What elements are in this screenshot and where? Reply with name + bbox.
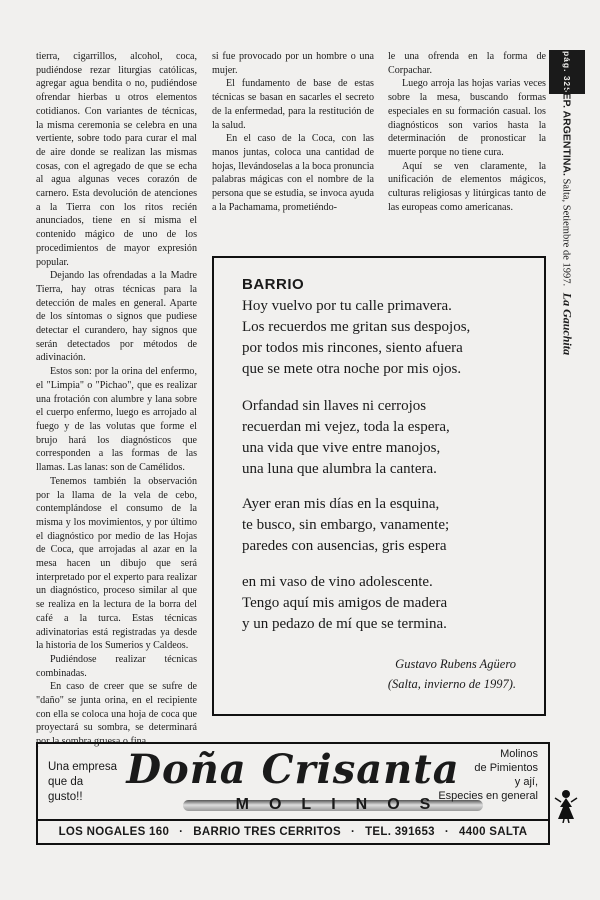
subbrand-text: MOLINOS [235, 796, 451, 813]
publication-info [560, 85, 575, 355]
poem-line: Los recuerdos me gritan sus despojos, [242, 319, 471, 335]
ad-brand-name: Doña Crisanta [126, 746, 460, 793]
paragraph: le una ofrenda en la forma de Corpachar. [388, 51, 546, 76]
paragraph: En caso de creer que se sufre de "daño" se junta orina, en el recipiente con ella se coloca una hoja de coca que proyectará su sombra, se determinará por la sombra gruesa o fina [36, 681, 197, 748]
product-line: y ají, [514, 776, 538, 788]
ad-city: 4400 SALTA [459, 826, 528, 838]
advertisement [36, 742, 550, 845]
separator: · [444, 826, 450, 838]
poem-stanza [242, 296, 470, 380]
paragraph: tierra, cigarrillos, alcohol, coca, pudiéndose rezar liturgias católicas, agregar agua bendita o no, pudiéndose ofrendar hierbas u otros elementos cotidianos. Con variantes de técnicas, la misma ceremonia se celebra en una vertiente, sobre todo para curar el mal de aire donde se realizan las mismas cosas, con el agregado de que se echa al agua algunas veces corazón de carnero. Esta devolución de atenciones a la Tierra con los ritos recién anunciados, tiene en sí misma el contenido mágico de uno de los procedimientos de mayor expresión popular. [36, 51, 197, 268]
poem-line: por todos mis rincones, siento afuera [242, 340, 463, 356]
page-number: pág. 325 [562, 50, 572, 94]
poem-title: BARRIO [242, 276, 305, 293]
article-column-2 [212, 50, 374, 214]
ad-neighborhood: BARRIO TRES CERRITOS [193, 826, 341, 838]
ad-phone: TEL. 391653 [365, 826, 435, 838]
ad-products [438, 747, 538, 803]
paragraph: Estos son: por la orina del enfermo, el "Limpia" o "Pichao", que es realizar una frotación con alumbre y lana sobre el cuerpo enfermo, luego es arrojado al fuego y de las volutas que forme el brujo hará los diagnósticos que corresponden a las formas de las llamas. Las lanas: son de Camélidos. [36, 366, 197, 474]
poem-line: una luna que alumbra la cantera. [242, 461, 437, 477]
poem-line: que se mete otra noche por mis ojos. [242, 361, 462, 377]
magazine-name: La Gauchita [560, 292, 575, 356]
ad-address: LOS NOGALES 160 [58, 826, 170, 838]
author-place-date: (Salta, invierno de 1997). [387, 677, 516, 691]
poem-line: una vida que vive entre manojos, [242, 440, 441, 456]
tagline-line: que da [48, 776, 84, 788]
separator: · [179, 826, 184, 838]
product-line: Molinos [500, 748, 538, 760]
article-column-3 [388, 50, 546, 214]
ad-address-bar [38, 819, 548, 843]
paragraph: si fue provocado por un hombre o una mujer. [212, 51, 374, 76]
poem-line: Ayer eran mis días en la esquina, [242, 496, 440, 512]
poem-line: Orfandad sin llaves ni cerrojos [242, 398, 427, 414]
paragraph: Tenemos también la observación por la llama de la vela de cebo, contemplándose el consumo de la misma y los movimientos, y por último el diagnóstico por medio de las Hojas de Coca, que arrojadas al azar en la mesa hacen un dibujo que será interpretado por el experto para realizar un diagnóstico, proceso similar al que se realiza en la lectura de la borra del café a la turca. Estas técnicas adivinatorias está registradas ya desde la historia de los Sumerios y Caldeos. [36, 475, 197, 652]
paragraph: En el caso de la Coca, con las manos juntas, coloca una cantidad de hojas, llevándoselas a la boca pronuncia palabras mágicas con el nombre de la persona que se estudia, se invoca ayuda a la Pachamama, prometiéndo- [212, 133, 375, 213]
poem-line: Tengo aquí mis amigos de madera [242, 595, 448, 611]
paragraph: Pudiéndose realizar técnicas combinadas. [36, 653, 197, 679]
dancer-illustration-icon [554, 789, 578, 823]
paragraph: Dejando las ofrendadas a la Madre Tierra, hay otras técnicas para la detección de males en general. Aparte de los síntomas o signos que pudiese detectar el curandero, hay signos que serán detectados por métodos de adivinación. [36, 270, 197, 364]
tagline-line: Una empresa [48, 761, 118, 773]
poem-box [212, 256, 546, 716]
paragraph: El fundamento de base de estas técnicas se basan en sacarles el secreto de la enfermedad, para la restitución de la salud. [212, 78, 374, 131]
poem-stanza [242, 396, 450, 480]
article-column-1 [36, 50, 197, 749]
paragraph: Luego arroja las hojas varias veces sobre la mesa, buscando formas especiales en su formación casual. los diagnósticos son varios hasta la determinación de pronosticar la muerte porque no tiene cura. [388, 78, 546, 158]
separator: · [350, 826, 356, 838]
page-sidebar [549, 50, 585, 356]
paragraph: Aquí se ven claramente, la unificación de elementos mágicos, culturas religiosas y litúrgicas tanto de las europeas como americanas. [388, 160, 546, 213]
product-line: Especies en general [438, 790, 538, 802]
poem-line: y un pedazo de mí que se termina. [242, 616, 447, 632]
country-label: REP. ARGENTINA. [560, 84, 573, 176]
place-date: Salta, Setiembre de 1997. [560, 178, 572, 287]
poem-line: recuerdan mi vejez, toda la espera, [242, 419, 450, 435]
poem-line: Hoy vuelvo por tu calle primavera. [242, 298, 452, 314]
product-line: de Pimientos [474, 762, 538, 774]
poem-line: paredes con ausencias, gris espera [242, 538, 447, 554]
tagline-line: gusto!! [48, 791, 83, 803]
poem-stanza [242, 572, 447, 635]
poem-line: te busco, sin embargo, vanamente; [242, 517, 450, 533]
poem-signature [388, 654, 516, 694]
poem-stanza [242, 494, 449, 557]
poem-line: en mi vaso de vino adolescente. [242, 574, 433, 590]
author-name: Gustavo Rubens Agüero [395, 657, 516, 671]
